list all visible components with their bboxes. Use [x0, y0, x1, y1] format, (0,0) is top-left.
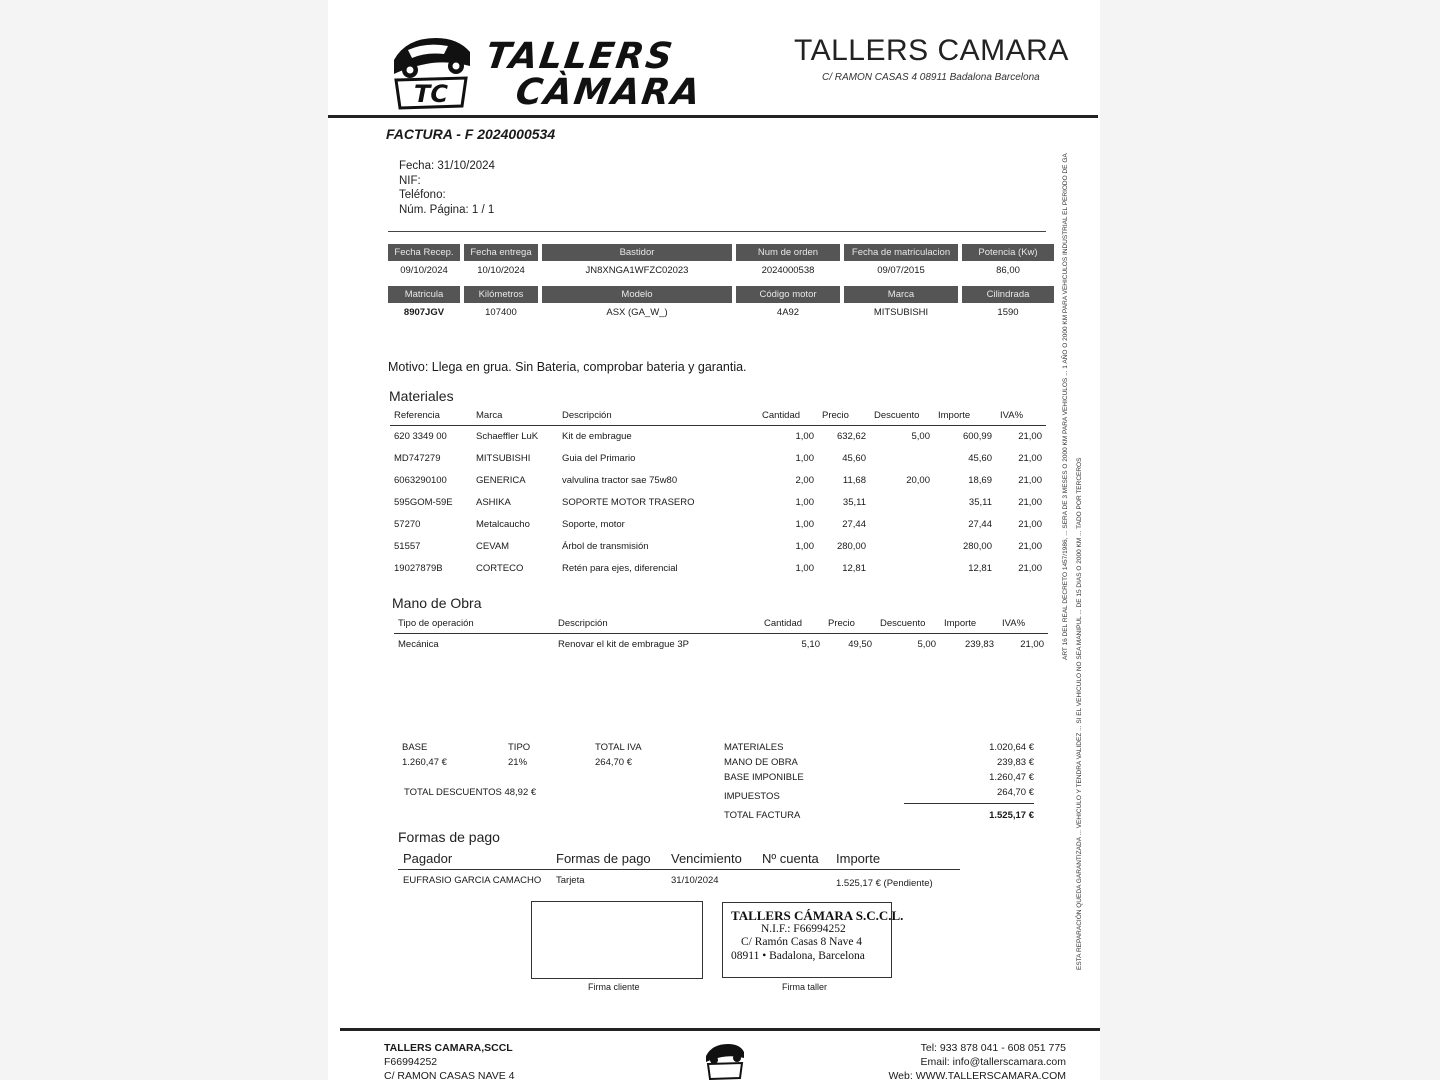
repair-reason: Motivo: Llega en grua. Sin Bateria, comprobar bateria y garantia.	[388, 360, 747, 374]
table-cell: 19027879B	[394, 562, 443, 574]
column-header: Importe	[944, 618, 977, 630]
table-cell: 57270	[394, 518, 421, 530]
payment-payer: EUFRASIO GARCIA CAMACHO	[403, 875, 542, 886]
column-header: Cantidad	[762, 410, 801, 422]
column-header: Marca	[476, 410, 503, 422]
stamp-line: 08911 • Badalona, Barcelona	[731, 949, 865, 962]
vehicle-header: Código motor	[736, 286, 840, 303]
table-cell: CEVAM	[476, 540, 510, 552]
vehicle-value: 09/10/2024	[400, 265, 448, 276]
table-cell: GENERICA	[476, 474, 526, 486]
table-row	[390, 447, 1046, 469]
payment-header: Importe	[836, 851, 881, 866]
table-row	[394, 633, 1048, 655]
column-header: Cantidad	[764, 618, 803, 630]
footer-company	[384, 1041, 515, 1080]
company-name: TALLERS CAMARA	[794, 34, 1069, 67]
table-cell: 21,00	[1020, 638, 1044, 650]
payment-header: Nº cuenta	[762, 851, 819, 866]
table-header-row	[394, 615, 1048, 633]
invoice-phone: Teléfono:	[399, 189, 446, 202]
totals-materials-value: 1.020,64 €	[989, 742, 1034, 753]
table-cell: 21,00	[1018, 540, 1042, 552]
labour-table	[394, 615, 1048, 655]
totals-base-label: BASE IMPONIBLE	[724, 772, 804, 783]
company-stamp	[722, 902, 904, 978]
payment-header: Pagador	[403, 851, 453, 866]
footer-phone: Tel: 933 878 041 - 608 051 775	[920, 1042, 1066, 1054]
column-header: Tipo de operación	[398, 618, 474, 630]
totals-divider	[904, 803, 1034, 804]
vehicle-value: MITSUBISHI	[873, 307, 929, 318]
vehicle-header: Num de orden	[736, 244, 840, 261]
table-cell: MITSUBISHI	[476, 452, 531, 464]
table-cell: 12,81	[968, 562, 992, 574]
table-row	[390, 535, 1046, 557]
labour-title: Mano de Obra	[392, 595, 482, 611]
footer-nif: F66994252	[384, 1056, 438, 1068]
vehicle-header-row-2	[388, 286, 1044, 303]
table-cell	[870, 535, 934, 557]
vehicle-value: ASX (GA_W_)	[606, 307, 668, 318]
column-header: Descuento	[874, 410, 920, 422]
table-cell: 35,11	[968, 496, 992, 508]
table-cell: 6063290100	[394, 474, 447, 486]
table-row	[390, 557, 1046, 579]
table-cell: Árbol de transmisión	[562, 540, 649, 552]
table-cell	[870, 557, 934, 579]
table-cell	[870, 491, 934, 513]
invoice-title: FACTURA - F 2024000534	[386, 126, 556, 142]
vehicle-value: 2024000538	[761, 265, 815, 276]
table-cell: 1,00	[795, 518, 814, 530]
vehicle-value: 1590	[997, 307, 1019, 318]
shop-signature-label: Firma taller	[782, 982, 828, 992]
table-cell: 21,00	[1018, 430, 1042, 442]
header-divider	[328, 115, 1098, 118]
invoice-meta	[399, 159, 495, 217]
logo-text-line1: TALLERS	[483, 36, 677, 77]
vehicle-value: 4A92	[776, 307, 800, 318]
table-cell: 51557	[394, 540, 421, 552]
table-cell: 27,44	[968, 518, 992, 530]
table-cell: Renovar el kit de embrague 3P	[558, 638, 689, 650]
footer-divider	[340, 1028, 1100, 1031]
logo-text-line2: CÀMARA	[513, 72, 705, 113]
column-header: Descuento	[880, 618, 926, 630]
logo-initials: TC	[414, 80, 448, 108]
table-header-row	[390, 407, 1046, 425]
column-header: Descripción	[562, 410, 612, 422]
table-cell: Retén para ejes, diferencial	[562, 562, 678, 574]
vehicle-header-row-1	[388, 244, 1044, 261]
totals-invoice-value: 1.525,17 €	[989, 810, 1034, 821]
tax-type-label: TIPO	[508, 742, 531, 753]
table-cell: Metalcaucho	[476, 518, 530, 530]
tax-total-label: TOTAL IVA	[595, 742, 642, 753]
tax-base-value: 1.260,47 €	[402, 757, 447, 768]
invoice-page	[328, 0, 1100, 1080]
table-cell: Soporte, motor	[562, 518, 625, 530]
vehicle-value: JN8XNGA1WFZC02023	[585, 265, 689, 276]
column-header: Importe	[938, 410, 971, 422]
table-cell: 280,00	[962, 540, 992, 552]
totals-labour-value: 239,83 €	[997, 757, 1034, 768]
stamp-line: TALLERS CÁMARA S.C.C.L.	[731, 908, 904, 923]
table-cell: 21,00	[1018, 452, 1042, 464]
table-cell: 1,00	[795, 452, 814, 464]
footer-contact	[888, 1041, 1066, 1080]
meta-divider	[388, 231, 1046, 232]
column-header: Precio	[822, 410, 849, 422]
table-cell: Kit de embrague	[562, 430, 632, 442]
table-cell: Guia del Primario	[562, 452, 636, 464]
table-cell: 12,81	[842, 562, 866, 574]
company-address: C/ RAMON CASAS 4 08911 Badalona Barcelona	[822, 72, 1040, 83]
table-row	[390, 513, 1046, 535]
table-cell: ASHIKA	[476, 496, 511, 508]
vehicle-header: Modelo	[542, 286, 732, 303]
payment-due-date: 31/10/2024	[671, 875, 719, 886]
vehicle-header: Fecha de matriculacion	[844, 244, 958, 261]
table-cell	[870, 513, 934, 535]
vehicle-header: Fecha Recep.	[388, 244, 460, 261]
table-cell: valvulina tractor sae 75w80	[562, 474, 678, 486]
table-cell: 21,00	[1018, 496, 1042, 508]
totals-base-value: 1.260,47 €	[989, 772, 1034, 783]
totals-invoice-label: TOTAL FACTURA	[724, 810, 801, 821]
footer-email: Email: info@tallerscamara.com	[920, 1056, 1066, 1068]
vehicle-value-row-1	[388, 263, 1044, 279]
vehicle-header: Matricula	[388, 286, 460, 303]
invoice-date: Fecha: 31/10/2024	[399, 160, 495, 172]
vehicle-header: Fecha entrega	[464, 244, 538, 261]
table-cell: Mecánica	[398, 638, 439, 650]
table-cell: 2,00	[795, 474, 814, 486]
tax-base-label: BASE	[402, 742, 428, 753]
client-signature-box[interactable]	[531, 901, 703, 979]
column-header: Descripción	[558, 618, 608, 630]
table-cell: 20,00	[906, 474, 930, 486]
table-cell: 49,50	[848, 638, 872, 650]
totals-labour-label: MANO DE OBRA	[724, 757, 798, 768]
side-legal-note: ESTA REPARACIÓN QUEDA GARANTIZADA ... VEHICULO Y TENDRA VALIDEZ ... SI EL VEHICULO NO SEA MANIPUL ... DE 15 DIAS O 2000 KM ... TADO POR TERCEROS	[1076, 457, 1083, 970]
table-cell	[870, 447, 934, 469]
table-cell: 1,00	[795, 430, 814, 442]
tax-total-value: 264,70 €	[595, 757, 632, 768]
table-cell: 18,69	[968, 474, 992, 486]
vehicle-header: Bastidor	[542, 244, 732, 261]
invoice-page-number: Núm. Página: 1 / 1	[399, 203, 495, 216]
vehicle-value-row-2	[388, 305, 1044, 321]
vehicle-value: 09/07/2015	[877, 265, 925, 276]
payment-header: Vencimiento	[671, 851, 742, 866]
table-row	[390, 491, 1046, 513]
client-signature-label: Firma cliente	[588, 982, 640, 992]
table-row	[390, 469, 1046, 491]
table-cell: 239,83	[964, 638, 994, 650]
table-cell: 35,11	[842, 496, 866, 508]
table-cell: 45,60	[842, 452, 866, 464]
payment-divider	[398, 869, 960, 870]
table-cell: 5,00	[911, 430, 930, 442]
stamp-line: C/ Ramón Casas 8 Nave 4	[741, 936, 863, 948]
table-cell: 620 3349 00	[394, 430, 447, 442]
table-cell: 1,00	[795, 540, 814, 552]
materials-title: Materiales	[389, 388, 454, 404]
table-cell: 27,44	[842, 518, 866, 530]
table-cell: 45,60	[968, 452, 992, 464]
footer-address: C/ RAMON CASAS NAVE 4	[384, 1070, 515, 1080]
stamp-line: N.I.F.: F66994252	[761, 922, 846, 935]
table-cell: 5,10	[801, 638, 820, 650]
table-cell: 632,62	[836, 430, 866, 442]
vehicle-value: 10/10/2024	[477, 265, 525, 276]
footer-company-name: TALLERS CAMARA,SCCL	[384, 1042, 513, 1054]
tax-type-value: 21%	[508, 757, 528, 768]
footer-logo-icon	[702, 1040, 746, 1080]
totals-taxes-value: 264,70 €	[997, 787, 1034, 798]
column-header: IVA%	[1002, 618, 1026, 630]
vehicle-header: Marca	[844, 286, 958, 303]
payment-title: Formas de pago	[398, 829, 500, 845]
table-cell: Schaeffler LuK	[476, 430, 539, 442]
side-legal-note: ART 16 DEL REAL DECRETO 1457/1986, ... SERA DE 3 MESES O 2000 KM PARA VEHICULOS ... 1 AÑO O 2000 KM PARA VEHICULOS INDUSTRIAL EL PERIODO DE GA	[1062, 153, 1069, 660]
vehicle-value: 86,00	[996, 265, 1020, 276]
table-cell: 1,00	[795, 496, 814, 508]
vehicle-value: 107400	[485, 307, 517, 318]
table-cell: 21,00	[1018, 518, 1042, 530]
column-header: IVA%	[1000, 410, 1024, 422]
table-cell: MD747279	[394, 452, 441, 464]
vehicle-header: Potencia (Kw)	[962, 244, 1054, 261]
table-cell: 1,00	[795, 562, 814, 574]
table-cell: 11,68	[842, 474, 866, 486]
total-discounts: TOTAL DESCUENTOS 48,92 €	[404, 787, 537, 798]
materials-table	[390, 407, 1046, 579]
table-cell: 21,00	[1018, 474, 1042, 486]
totals-taxes-label: IMPUESTOS	[724, 791, 780, 802]
vehicle-header: Kilómetros	[464, 286, 538, 303]
table-cell: 5,00	[917, 638, 936, 650]
payment-header: Formas de pago	[556, 851, 651, 866]
column-header: Referencia	[394, 410, 440, 422]
table-cell: 600,99	[962, 430, 992, 442]
footer-web: Web: WWW.TALLERSCAMARA.COM	[888, 1070, 1066, 1080]
table-cell: SOPORTE MOTOR TRASERO	[562, 496, 695, 508]
table-cell: 595GOM-59E	[394, 496, 453, 508]
column-header: Precio	[828, 618, 855, 630]
totals-materials-label: MATERIALES	[724, 742, 784, 753]
invoice-nif: NIF:	[399, 174, 421, 187]
payment-method: Tarjeta	[556, 875, 585, 886]
payment-amount: 1.525,17 € (Pendiente)	[836, 878, 933, 889]
table-cell: 280,00	[836, 540, 866, 552]
car-logo-icon	[386, 30, 476, 110]
table-cell: CORTECO	[476, 562, 524, 574]
table-cell: 21,00	[1018, 562, 1042, 574]
vehicle-value: 8907JGV	[403, 307, 445, 318]
vehicle-header: Cilindrada	[962, 286, 1054, 303]
table-row	[390, 425, 1046, 447]
